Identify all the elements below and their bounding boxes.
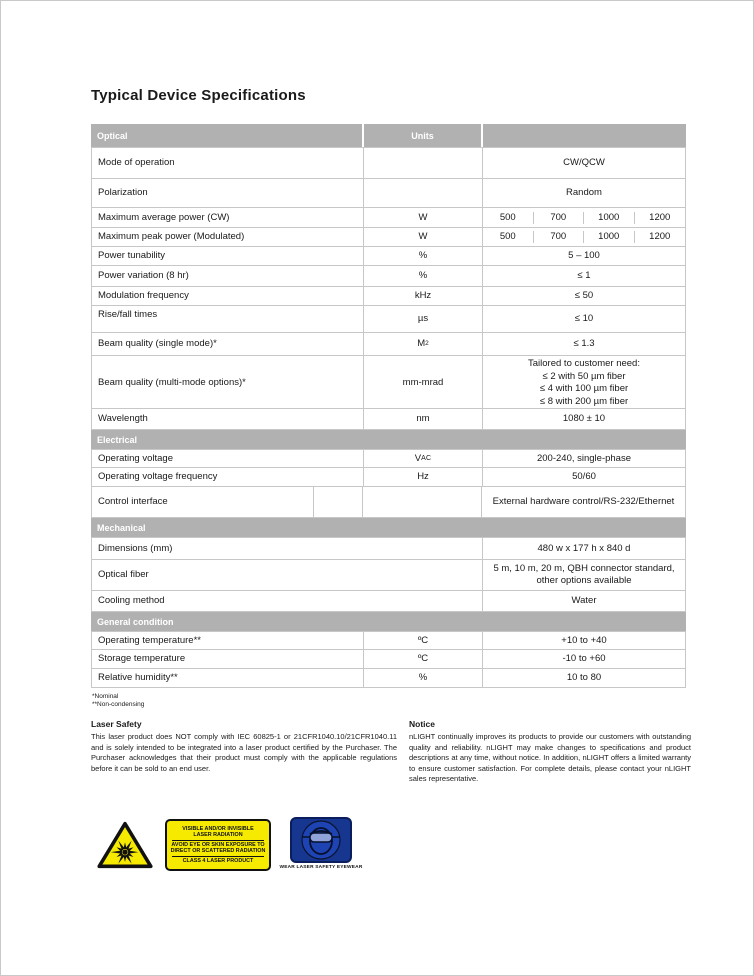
value-line: Tailored to customer need:	[528, 358, 640, 369]
value-cell: 10 to 80	[566, 672, 602, 683]
parameter-cell: Relative humidity**	[92, 669, 364, 687]
units-cell	[364, 148, 483, 178]
table-row	[91, 208, 686, 228]
eyewear-sign-caption: WEAR LASER SAFETY EYEWEAR	[279, 865, 363, 870]
value-cells	[483, 208, 685, 227]
value-cell: 50/60	[572, 471, 596, 482]
value-line: ≤ 8 with 200 µm fiber	[539, 395, 629, 407]
footnote-nominal: *Nominal	[92, 693, 119, 700]
value-cell: External hardware control/RS-232/Ethernet	[492, 496, 675, 507]
parameter-cell: Beam quality (multi-mode options)*	[92, 356, 364, 410]
table-row	[91, 560, 686, 591]
label-divider	[172, 840, 264, 841]
table-row	[91, 449, 686, 468]
parameter-cell: Wavelength	[92, 409, 364, 429]
parameter-cell: Polarization	[92, 179, 364, 207]
table-row	[91, 287, 686, 306]
table-row	[91, 333, 686, 356]
value-cell	[483, 356, 685, 410]
radiation-label-line: CLASS 4 LASER PRODUCT	[182, 857, 254, 864]
notice-body: nLIGHT continually improves its products to provide our customers with outstanding quality and reliability. nLIGHT may make changes to specifications and product descriptions at any time, without notice. In addition, nLIGHT offers a limited warranty to ensure customer satisfaction. For complete details, please contact your nLIGHT sales representative.	[409, 732, 691, 784]
parameter-cell: Operating voltage	[92, 450, 364, 467]
parameter-cell: Operating voltage frequency	[92, 468, 364, 486]
value-cell: 5 m, 10 m, 20 m, QBH connector standard, other options available	[493, 563, 675, 586]
value-cell: ≤ 10	[574, 313, 594, 324]
value-line: ≤ 4 with 100 µm fiber	[539, 383, 629, 394]
units-cell	[364, 333, 483, 355]
safety-labels-row	[96, 817, 363, 871]
parameter-cell: Operating temperature**	[92, 632, 364, 649]
value-cell: Random	[566, 187, 602, 198]
units-subscript: AC	[421, 454, 432, 462]
units-cell: %	[364, 669, 483, 687]
value-cell: 5 – 100	[568, 250, 600, 261]
units-column-header: Units	[364, 124, 481, 147]
parameter-cell: Power tunability	[92, 247, 364, 265]
units-cell	[364, 179, 483, 207]
units-cell: nm	[364, 409, 483, 429]
table-row	[91, 147, 686, 179]
page-title: Typical Device Specifications	[91, 87, 306, 104]
units-cell: Hz	[364, 468, 483, 486]
parameter-cell: Control interface	[92, 487, 314, 517]
radiation-label-line: LASER RADIATION	[193, 832, 243, 839]
parameter-cell: Maximum peak power (Modulated)	[92, 228, 364, 246]
parameter-cell: Dimensions (mm)	[92, 538, 483, 559]
table-row	[91, 306, 686, 333]
value-cell: 1000	[584, 212, 635, 224]
table-row	[91, 487, 686, 518]
units-cell: %	[364, 266, 483, 286]
radiation-label-line: VISIBLE AND/OR INVISIBLE	[182, 825, 254, 832]
value-cells	[483, 228, 685, 246]
table-row	[91, 631, 686, 650]
value-cell: ≤ 1.3	[573, 338, 595, 349]
values-column-header	[483, 124, 686, 147]
mechanical-section-header: Mechanical	[91, 518, 686, 537]
value-cell: 480 w x 177 h x 840 d	[537, 542, 631, 554]
table-header-row	[91, 124, 686, 147]
general-condition-section-header: General condition	[91, 612, 686, 631]
value-cell: 1200	[649, 211, 671, 223]
parameter-cell: Mode of operation	[92, 148, 364, 178]
value-cell: 500	[483, 212, 534, 224]
eyewear-sign-icon	[290, 817, 352, 863]
table-row	[91, 409, 686, 430]
units-cell	[363, 487, 482, 517]
value-cell: 1000	[584, 231, 635, 243]
value-cell: -10 to +60	[562, 653, 606, 664]
footnote-non-condensing: **Non-condensing	[92, 701, 145, 708]
units-cell	[364, 450, 483, 467]
laser-warning-icon	[96, 821, 154, 869]
value-cell: 1080 ± 10	[562, 413, 606, 424]
eyewear-sign	[279, 817, 363, 870]
units-cell: ºC	[364, 650, 483, 668]
units-superscript: 2	[425, 339, 429, 347]
parameter-cell: Power variation (8 hr)	[92, 266, 364, 286]
units-cell: %	[364, 247, 483, 265]
table-row	[91, 468, 686, 487]
radiation-warning-label	[165, 819, 271, 871]
value-cell: CW/QCW	[563, 157, 605, 168]
units-cell: ºC	[364, 632, 483, 649]
table-row	[91, 591, 686, 612]
spec-table	[91, 124, 686, 688]
value-cell: 700	[534, 212, 585, 224]
parameter-cell: Optical fiber	[92, 560, 483, 590]
electrical-section-header: Electrical	[91, 430, 686, 449]
value-cell: 500	[483, 231, 534, 243]
value-cell: +10 to +40	[561, 634, 607, 646]
parameter-cell: Cooling method	[92, 591, 483, 611]
value-cell: 200-240, single-phase	[536, 452, 631, 464]
footnotes	[92, 693, 144, 709]
laser-safety-block	[91, 719, 397, 785]
units-base: V	[414, 452, 422, 464]
units-cell: W	[364, 228, 483, 246]
value-cell: Water	[571, 595, 597, 606]
table-row	[91, 247, 686, 266]
table-row	[91, 179, 686, 208]
parameter-cell: Rise/fall times	[92, 306, 364, 332]
table-row	[91, 669, 686, 688]
empty-cell	[314, 487, 363, 517]
notice-block	[409, 719, 691, 785]
units-cell: µs	[364, 306, 483, 332]
optical-section-header: Optical	[91, 124, 362, 147]
parameter-cell: Modulation frequency	[92, 287, 364, 305]
parameter-cell: Beam quality (single mode)*	[92, 333, 364, 355]
table-row	[91, 356, 686, 409]
units-base: M	[417, 338, 426, 349]
value-line: ≤ 2 with 50 µm fiber	[542, 370, 626, 382]
laser-safety-heading: Laser Safety	[91, 719, 142, 729]
value-cell: 1200	[649, 231, 671, 242]
units-cell: kHz	[364, 287, 483, 305]
radiation-label-line: DIRECT OR SCATTERED RADIATION	[170, 848, 266, 855]
value-cell: ≤ 50	[574, 290, 594, 301]
table-row	[91, 650, 686, 669]
units-cell: W	[364, 208, 483, 227]
parameter-cell: Maximum average power (CW)	[92, 208, 364, 227]
bottom-text-columns	[91, 719, 691, 785]
notice-heading: Notice	[409, 719, 435, 729]
parameter-cell: Storage temperature	[92, 650, 364, 668]
table-row	[91, 266, 686, 287]
label-divider	[172, 856, 264, 857]
units-cell: mm-mrad	[364, 356, 483, 410]
table-row	[91, 228, 686, 247]
laser-safety-body: This laser product does NOT comply with IEC 60825-1 or 21CFR1040.10/21CFR1040.11 and is solely intended to be integrated into a laser product certified by the Purchaser. The Purchaser acknowledges that their product must comply with the applicable regulations before it can be sold to an end user.	[91, 732, 397, 773]
value-cell: 700	[534, 231, 585, 243]
radiation-label-line: AVOID EYE OR SKIN EXPOSURE TO	[171, 841, 265, 848]
value-cell: ≤ 1	[577, 270, 591, 281]
table-row	[91, 537, 686, 560]
